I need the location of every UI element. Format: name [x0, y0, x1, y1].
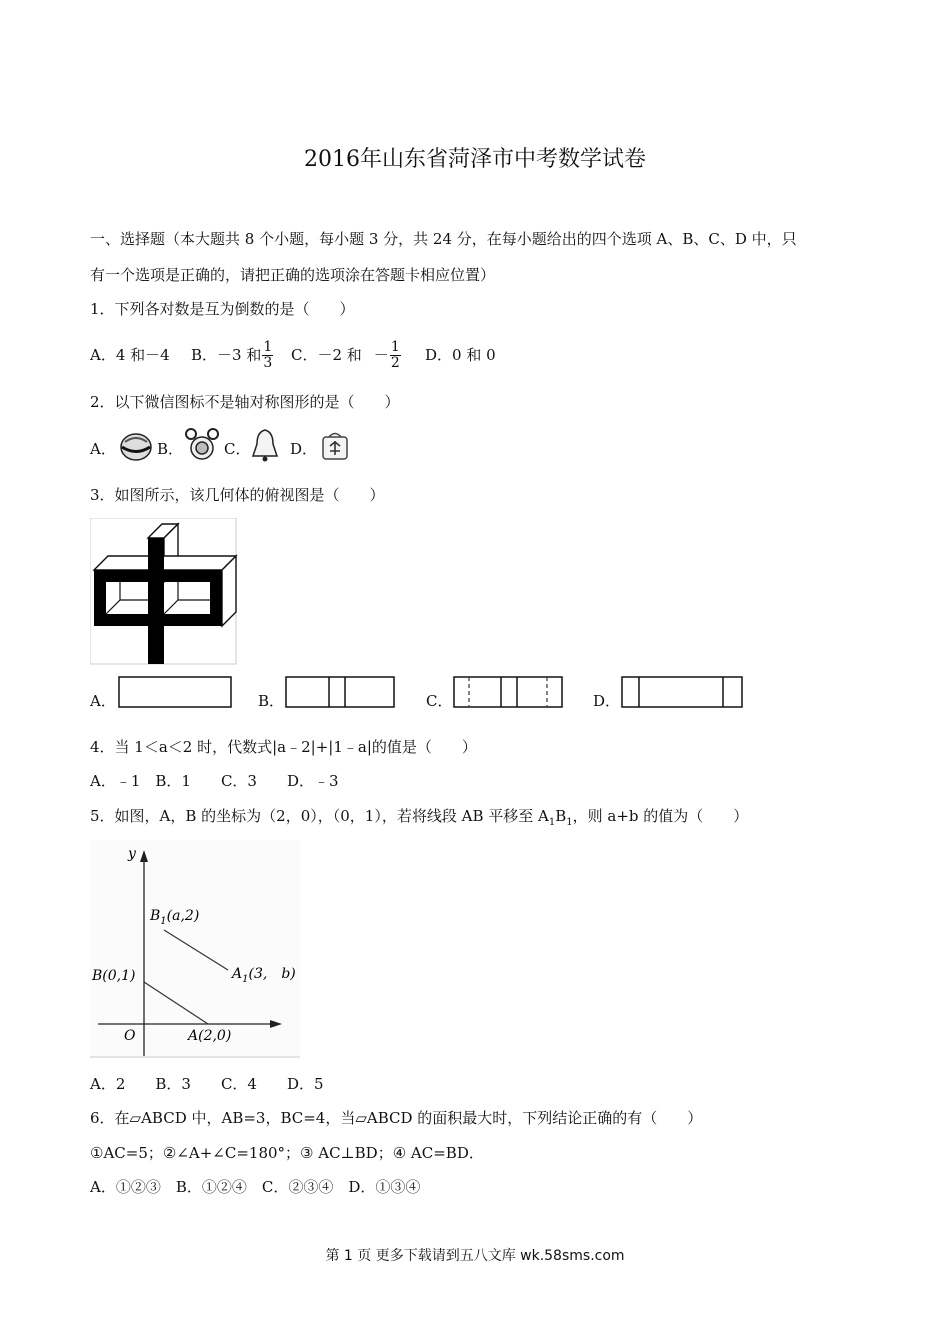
- page-footer: 第 1 页 更多下载请到五八文库 wk.58sms.com: [325, 1248, 625, 1264]
- q1-option-c: [291, 332, 402, 378]
- q6-conditions: ①AC=5；②∠A+∠C=180°；③ AC⊥BD；④ AC=BD．: [90, 1144, 484, 1162]
- q5-stem-text: 5．如图，A，B 的坐标为（2，0），（0，1），若将线段 AB 平移至 A: [90, 807, 549, 825]
- y-axis-label: y: [128, 846, 136, 862]
- q6-options: A．①②③ B．①②④ C．②③④ D．①③④: [90, 1178, 421, 1196]
- point-b1-letter: B: [150, 908, 161, 924]
- q1-stem: 1．下列各对数是互为倒数的是（ ）: [90, 300, 355, 318]
- q1-option-a: A．4 和－4: [90, 346, 170, 364]
- q3-stem: 3．如图所示，该几何体的俯视图是（ ）: [90, 486, 385, 504]
- q3-option-c: C．: [426, 692, 453, 710]
- q5-options: A．2 B．3 C．4 D．5: [90, 1075, 324, 1093]
- q3-option-b-figure: [285, 676, 397, 710]
- q3-option-d-figure: [621, 676, 745, 710]
- point-a1-coords: (3, b): [248, 966, 296, 982]
- q1-option-c-sign: －: [373, 346, 389, 364]
- section-heading-line2: 有一个选项是正确的，请把正确的选项涂在答题卡相应位置）: [90, 266, 496, 284]
- q1-option-c-fraction: [390, 340, 401, 371]
- q2-option-d: D．: [290, 440, 318, 458]
- q3-solid-figure: [90, 518, 238, 666]
- q1-option-c-label: C．－2 和: [291, 346, 362, 364]
- q3-option-d: D．: [593, 692, 621, 710]
- q5-stem: [90, 806, 748, 833]
- q5-stem-sub: 1: [548, 817, 556, 828]
- q2-option-b: B．: [157, 440, 184, 458]
- q5-stem-text: B: [555, 807, 567, 825]
- q3-option-a: A．: [90, 692, 116, 710]
- wechat-icon-a: [118, 430, 154, 462]
- fraction-numerator: 1: [263, 338, 273, 355]
- fraction-denominator: 2: [390, 354, 400, 371]
- fraction-numerator: 1: [390, 338, 400, 355]
- q1-option-b-label: B．－3 和: [191, 346, 262, 364]
- point-b1-coords: (a,2): [166, 908, 200, 924]
- point-a1-sub: 1: [242, 974, 249, 985]
- q6-stem: 6．在▱ABCD 中，AB=3，BC=4，当▱ABCD 的面积最大时，下列结论正确的有（ ）: [90, 1109, 703, 1127]
- q5-coordinate-figure: [90, 840, 302, 1060]
- q3-option-a-figure: [118, 676, 234, 710]
- wechat-icon-d: [318, 428, 352, 462]
- point-b-label: B(0,1): [92, 968, 136, 984]
- q2-option-a: A．: [90, 440, 116, 458]
- fraction-denominator: 3: [263, 354, 273, 371]
- section-heading-line1: 一、选择题（本大题共 8 个小题，每小题 3 分，共 24 分，在每小题给出的四个选项 A、B、C、D 中，只: [90, 230, 797, 248]
- q1-option-b-fraction: [262, 340, 273, 371]
- wechat-icon-b: [184, 426, 220, 462]
- q2-option-c: C．: [224, 440, 251, 458]
- q3-option-b: B．: [258, 692, 285, 710]
- q3-option-c-figure: [453, 676, 565, 710]
- q4-stem: 4．当 1＜a＜2 时，代数式|a﹣2|+|1﹣a|的值是（ ）: [90, 738, 477, 756]
- q1-option-d: D．0 和 0: [425, 346, 496, 364]
- q5-stem-text: ，则 a+b 的值为（ ）: [572, 807, 749, 825]
- wechat-icon-c: [249, 426, 281, 462]
- q4-options: A．﹣1 B．1 C．3 D．﹣3: [90, 772, 339, 790]
- origin-label: O: [124, 1028, 136, 1044]
- q5-stem-sub: 1: [566, 817, 573, 828]
- point-a-label: A(2,0): [188, 1028, 232, 1044]
- q2-stem: 2．以下微信图标不是轴对称图形的是（ ）: [90, 393, 400, 411]
- q1-option-b: [191, 332, 274, 378]
- page-title: 2016年山东省菏泽市中考数学试卷: [304, 147, 646, 172]
- point-a1-letter: A: [232, 966, 243, 982]
- point-b1-sub: 1: [160, 916, 167, 927]
